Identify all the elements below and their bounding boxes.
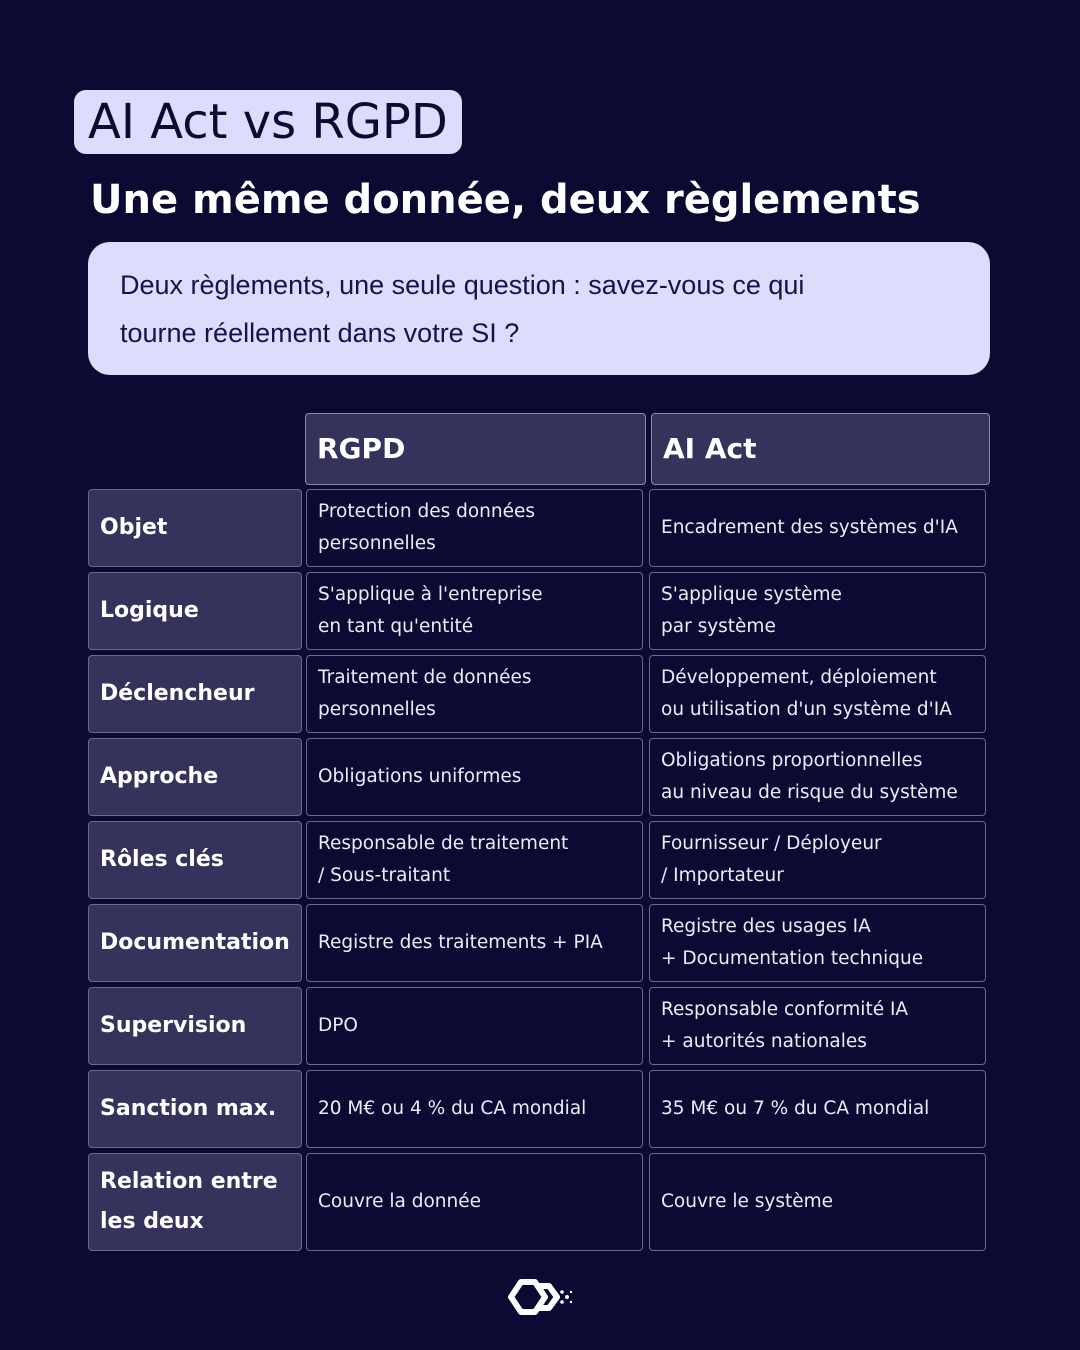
rgpd-cell: S'applique à l'entreprise en tant qu'entité <box>306 572 643 650</box>
aiact-cell: Fournisseur / Déployeur / Importateur <box>649 821 986 899</box>
row-label: Rôles clés <box>88 821 302 899</box>
comparison-table <box>88 489 986 1251</box>
row-label: Sanction max. <box>88 1070 302 1148</box>
rgpd-cell: Registre des traitements + PIA <box>306 904 643 982</box>
row-label: Logique <box>88 572 302 650</box>
aiact-cell: Développement, déploiement ou utilisation d'un système d'IA <box>649 655 986 733</box>
aiact-cell: Couvre le système <box>649 1153 986 1251</box>
row-label: Supervision <box>88 987 302 1065</box>
table-row <box>88 572 986 650</box>
table-row <box>88 987 986 1065</box>
table-row <box>88 904 986 982</box>
intro-text: Deux règlements, une seule question : savez-vous ce qui tourne réellement dans votre SI ? <box>120 270 805 348</box>
column-header-rgpd: RGPD <box>305 413 646 485</box>
table-row <box>88 655 986 733</box>
intro-callout <box>88 242 990 375</box>
rgpd-cell: Couvre la donnée <box>306 1153 643 1251</box>
table-row <box>88 738 986 816</box>
aiact-cell: 35 M€ ou 7 % du CA mondial <box>649 1070 986 1148</box>
page-title: AI Act vs RGPD <box>74 90 462 154</box>
rgpd-cell: DPO <box>306 987 643 1065</box>
page-subtitle: Une même donnée, deux règlements <box>90 177 921 223</box>
brand-logo-icon <box>505 1276 575 1318</box>
rgpd-cell: Obligations uniformes <box>306 738 643 816</box>
table-row <box>88 489 986 567</box>
table-row <box>88 1153 986 1251</box>
rgpd-cell: 20 M€ ou 4 % du CA mondial <box>306 1070 643 1148</box>
column-header-aiact: AI Act <box>651 413 990 485</box>
row-label: Documentation <box>88 904 302 982</box>
rgpd-cell: Responsable de traitement / Sous-traitant <box>306 821 643 899</box>
aiact-cell: Responsable conformité IA + autorités nationales <box>649 987 986 1065</box>
row-label: Approche <box>88 738 302 816</box>
aiact-cell: Encadrement des systèmes d'IA <box>649 489 986 567</box>
rgpd-cell: Protection des données personnelles <box>306 489 643 567</box>
table-row <box>88 821 986 899</box>
aiact-cell: S'applique système par système <box>649 572 986 650</box>
table-row <box>88 1070 986 1148</box>
row-label: Déclencheur <box>88 655 302 733</box>
aiact-cell: Registre des usages IA + Documentation technique <box>649 904 986 982</box>
row-label: Relation entre les deux <box>88 1153 302 1251</box>
aiact-cell: Obligations proportionnelles au niveau de risque du système <box>649 738 986 816</box>
rgpd-cell: Traitement de données personnelles <box>306 655 643 733</box>
row-label: Objet <box>88 489 302 567</box>
